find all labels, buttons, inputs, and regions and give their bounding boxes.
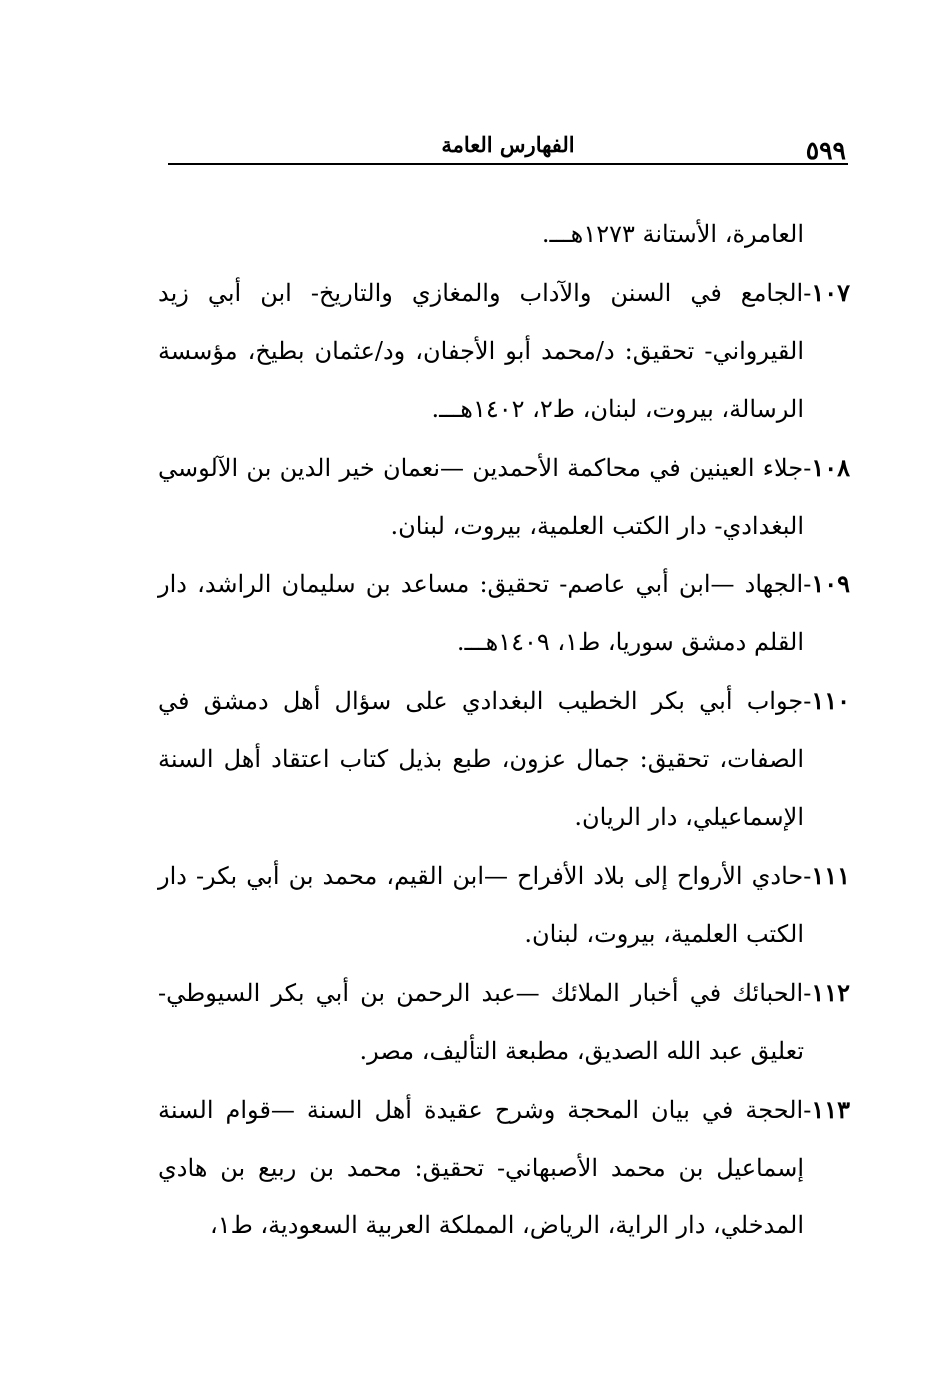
header-rule	[168, 163, 848, 165]
entry-text: -الحبائك في أخبار الملائك —عبد الرحمن بن أبي بكر السيوطي- تعليق عبد الله الصديق، مطبعة التأليف، مصر.	[158, 978, 812, 1065]
bibliography-entry	[158, 964, 850, 1081]
page-number: ٥٩٩	[805, 136, 846, 165]
bibliography-list	[158, 206, 850, 1255]
entry-text: -جلاء العينين في محاكمة الأحمدين —نعمان خير الدين بن الآلوسي البغدادي- دار الكتب العلمية، بيروت، لبنان.	[158, 453, 812, 540]
entry-number: ١١٢	[811, 977, 850, 1007]
entry-number: ١٠٨	[811, 452, 850, 482]
bibliography-entry	[158, 672, 850, 847]
bibliography-entry	[158, 439, 850, 556]
entry-number: ١١١	[811, 860, 850, 890]
entry-text: -الجهاد —ابن أبي عاصم- تحقيق: مساعد بن سليمان الراشد، دار القلم دمشق سوريا، ط١، ١٤٠٩هـــ.	[158, 570, 812, 657]
entry-text: -الجامع في السنن والآداب والمغازي والتاريخ- ابن أبي زيد القيرواني- تحقيق: د/محمد أبو الأجفان، ود/عثمان بطيخ، مؤسسة الرسالة، بيروت، لبنان، ط٢، ١٤٠٢هـــ.	[158, 278, 812, 423]
page-header	[168, 128, 848, 164]
entry-text: -الحجة في بيان المحجة وشرح عقيدة أهل السنة —قوام السنة إسماعيل بن محمد الأصبهاني- تحقيق: محمد بن ربيع بن هادي المدخلي، دار الراية، الرياض، المملكة العربية السعودية، ط١،	[158, 1095, 812, 1240]
bibliography-entry-continued	[158, 206, 850, 264]
entry-number: ١٠٧	[811, 277, 850, 307]
bibliography-entry	[158, 1081, 850, 1256]
entry-text: -حادي الأرواح إلى بلاد الأفراح —ابن القيم، محمد بن أبي بكر- دار الكتب العلمية، بيروت، لبنان.	[158, 861, 812, 948]
bibliography-entry	[158, 847, 850, 964]
entry-number: ١٠٩	[811, 569, 850, 599]
entry-text: -جواب أبي بكر الخطيب البغدادي على سؤال أهل دمشق في الصفات، تحقيق: جمال عزون، طبع بذيل كتاب اعتقاد أهل السنة الإسماعيلي، دار الريان.	[158, 687, 812, 832]
entry-text: العامرة، الأستانة ١٢٧٣هـــ.	[541, 220, 804, 248]
running-title: الفهارس العامة	[441, 132, 575, 157]
entry-number: ١١٠	[811, 686, 850, 716]
bibliography-entry	[158, 264, 850, 439]
entry-number: ١١٣	[811, 1094, 850, 1124]
bibliography-entry	[158, 555, 850, 672]
